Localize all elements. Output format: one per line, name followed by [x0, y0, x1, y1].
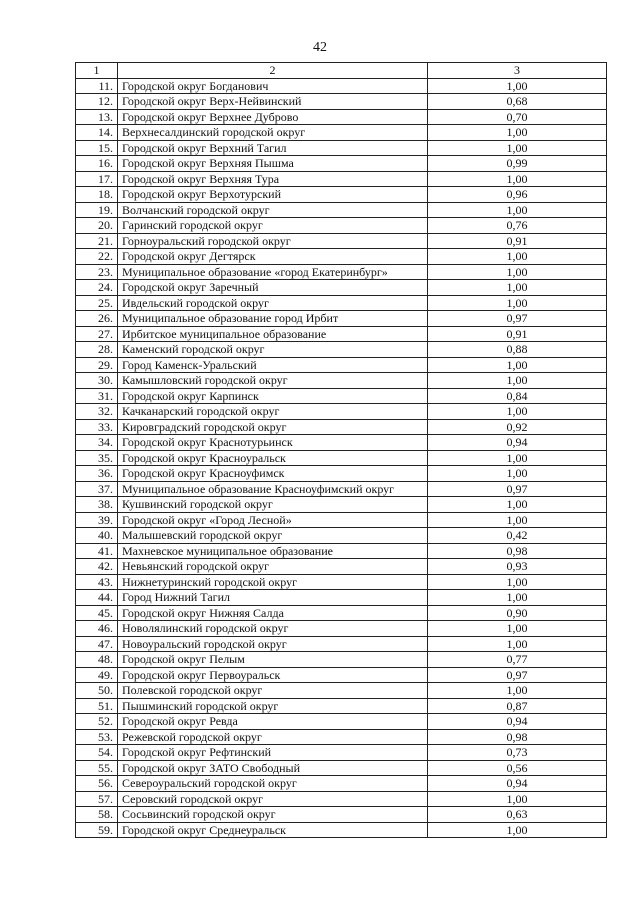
coefficient-value-cell: 0,97 — [428, 481, 607, 497]
municipality-name-cell: Городской округ Верхняя Тура — [118, 171, 428, 187]
municipality-name-cell: Серовский городской округ — [118, 791, 428, 807]
row-number-cell: 40. — [76, 528, 118, 544]
table-row — [76, 807, 607, 823]
municipality-name-cell: Городской округ Нижняя Салда — [118, 605, 428, 621]
coefficient-value-cell: 0,93 — [428, 559, 607, 575]
table-row — [76, 140, 607, 156]
table-row — [76, 590, 607, 606]
coefficient-value-cell: 1,00 — [428, 373, 607, 389]
row-number-cell: 16. — [76, 156, 118, 172]
municipality-name-cell: Ивдельский городской округ — [118, 295, 428, 311]
table-row — [76, 311, 607, 327]
table-row — [76, 559, 607, 575]
table-row — [76, 435, 607, 451]
row-number-cell: 29. — [76, 357, 118, 373]
coefficient-value-cell: 0,99 — [428, 156, 607, 172]
table-row — [76, 791, 607, 807]
municipality-name-cell: Новолялинский городской округ — [118, 621, 428, 637]
coefficient-value-cell: 1,00 — [428, 450, 607, 466]
municipality-name-cell: Муниципальное образование город Ирбит — [118, 311, 428, 327]
municipality-name-cell: Североуральский городской округ — [118, 776, 428, 792]
row-number-cell: 38. — [76, 497, 118, 513]
row-number-cell: 27. — [76, 326, 118, 342]
row-number-cell: 20. — [76, 218, 118, 234]
table-row — [76, 466, 607, 482]
table-row — [76, 760, 607, 776]
row-number-cell: 46. — [76, 621, 118, 637]
municipality-name-cell: Городской округ Заречный — [118, 280, 428, 296]
row-number-cell: 41. — [76, 543, 118, 559]
municipality-name-cell: Кировградский городской округ — [118, 419, 428, 435]
row-number-cell: 25. — [76, 295, 118, 311]
header-cell-name: 2 — [118, 63, 428, 79]
coefficient-value-cell: 0,63 — [428, 807, 607, 823]
table-row — [76, 109, 607, 125]
municipality-name-cell: Городской округ Верхний Тагил — [118, 140, 428, 156]
table-row — [76, 729, 607, 745]
row-number-cell: 26. — [76, 311, 118, 327]
coefficient-value-cell: 1,00 — [428, 590, 607, 606]
row-number-cell: 36. — [76, 466, 118, 482]
page-number: 42 — [313, 40, 327, 55]
row-number-cell: 53. — [76, 729, 118, 745]
coefficient-value-cell: 0,68 — [428, 94, 607, 110]
coefficient-value-cell: 0,84 — [428, 388, 607, 404]
table-row — [76, 295, 607, 311]
coefficient-value-cell: 1,00 — [428, 574, 607, 590]
municipality-name-cell: Городской округ Первоуральск — [118, 667, 428, 683]
municipality-name-cell: Верхнесалдинский городской округ — [118, 125, 428, 141]
coefficient-value-cell: 1,00 — [428, 466, 607, 482]
row-number-cell: 47. — [76, 636, 118, 652]
table-row — [76, 745, 607, 761]
municipality-name-cell: Городской округ Краснотурьинск — [118, 435, 428, 451]
municipality-name-cell: Пышминский городской округ — [118, 698, 428, 714]
municipality-name-cell: Кушвинский городской округ — [118, 497, 428, 513]
row-number-cell: 24. — [76, 280, 118, 296]
header-cell-number: 1 — [76, 63, 118, 79]
coefficient-value-cell: 0,94 — [428, 776, 607, 792]
municipality-name-cell: Невьянский городской округ — [118, 559, 428, 575]
municipality-name-cell: Муниципальное образование Красноуфимский округ — [118, 481, 428, 497]
coefficient-value-cell: 0,91 — [428, 233, 607, 249]
coefficient-value-cell: 1,00 — [428, 621, 607, 637]
municipality-name-cell: Городской округ Дегтярск — [118, 249, 428, 265]
coefficient-value-cell: 1,00 — [428, 295, 607, 311]
table-row — [76, 512, 607, 528]
row-number-cell: 50. — [76, 683, 118, 699]
coefficient-value-cell: 0,96 — [428, 187, 607, 203]
table-row — [76, 264, 607, 280]
row-number-cell: 57. — [76, 791, 118, 807]
municipality-name-cell: Городской округ Верх-Нейвинский — [118, 94, 428, 110]
coefficient-value-cell: 1,00 — [428, 125, 607, 141]
table-row — [76, 776, 607, 792]
municipality-name-cell: Городской округ Рефтинский — [118, 745, 428, 761]
coefficient-value-cell: 0,42 — [428, 528, 607, 544]
coefficient-value-cell: 1,00 — [428, 140, 607, 156]
coefficient-value-cell: 0,73 — [428, 745, 607, 761]
table-row — [76, 667, 607, 683]
row-number-cell: 52. — [76, 714, 118, 730]
municipality-name-cell: Городской округ Красноуральск — [118, 450, 428, 466]
data-table — [75, 62, 607, 838]
row-number-cell: 11. — [76, 78, 118, 94]
table-row — [76, 187, 607, 203]
coefficient-value-cell: 1,00 — [428, 280, 607, 296]
coefficient-value-cell: 1,00 — [428, 249, 607, 265]
municipality-name-cell: Городской округ Верхняя Пышма — [118, 156, 428, 172]
row-number-cell: 28. — [76, 342, 118, 358]
municipality-name-cell: Городской округ Верхнее Дуброво — [118, 109, 428, 125]
row-number-cell: 37. — [76, 481, 118, 497]
row-number-cell: 32. — [76, 404, 118, 420]
coefficient-value-cell: 0,70 — [428, 109, 607, 125]
coefficient-value-cell: 0,90 — [428, 605, 607, 621]
municipality-name-cell: Городской округ Пелым — [118, 652, 428, 668]
table-row — [76, 698, 607, 714]
table-row — [76, 528, 607, 544]
coefficient-value-cell: 0,97 — [428, 667, 607, 683]
table-row — [76, 233, 607, 249]
municipality-name-cell: Махневское муниципальное образование — [118, 543, 428, 559]
table-row — [76, 714, 607, 730]
row-number-cell: 59. — [76, 822, 118, 838]
row-number-cell: 17. — [76, 171, 118, 187]
municipality-name-cell: Городской округ Ревда — [118, 714, 428, 730]
municipality-name-cell: Камышловский городской округ — [118, 373, 428, 389]
municipality-name-cell: Волчанский городской округ — [118, 202, 428, 218]
municipality-name-cell: Городской округ Богданович — [118, 78, 428, 94]
row-number-cell: 33. — [76, 419, 118, 435]
municipality-name-cell: Городской округ Красноуфимск — [118, 466, 428, 482]
coefficient-value-cell: 1,00 — [428, 264, 607, 280]
coefficient-value-cell: 1,00 — [428, 497, 607, 513]
coefficient-value-cell: 1,00 — [428, 822, 607, 838]
table-row — [76, 156, 607, 172]
coefficient-value-cell: 1,00 — [428, 78, 607, 94]
coefficient-value-cell: 0,76 — [428, 218, 607, 234]
municipality-name-cell: Ирбитское муниципальное образование — [118, 326, 428, 342]
row-number-cell: 35. — [76, 450, 118, 466]
municipality-name-cell: Малышевский городской округ — [118, 528, 428, 544]
row-number-cell: 54. — [76, 745, 118, 761]
municipality-name-cell: Полевской городской округ — [118, 683, 428, 699]
table-row — [76, 419, 607, 435]
table-row — [76, 357, 607, 373]
row-number-cell: 19. — [76, 202, 118, 218]
row-number-cell: 30. — [76, 373, 118, 389]
table-row — [76, 574, 607, 590]
row-number-cell: 22. — [76, 249, 118, 265]
municipality-name-cell: Городской округ Верхотурский — [118, 187, 428, 203]
table-row — [76, 326, 607, 342]
row-number-cell: 48. — [76, 652, 118, 668]
table-row — [76, 683, 607, 699]
row-number-cell: 18. — [76, 187, 118, 203]
table-row — [76, 202, 607, 218]
municipality-name-cell: Город Нижний Тагил — [118, 590, 428, 606]
table-row — [76, 388, 607, 404]
coefficient-value-cell: 1,00 — [428, 404, 607, 420]
municipality-name-cell: Сосьвинский городской округ — [118, 807, 428, 823]
row-number-cell: 45. — [76, 605, 118, 621]
coefficient-value-cell: 0,94 — [428, 435, 607, 451]
table-row — [76, 497, 607, 513]
table-row — [76, 636, 607, 652]
table-row — [76, 652, 607, 668]
municipality-name-cell: Городской округ Карпинск — [118, 388, 428, 404]
coefficient-value-cell: 1,00 — [428, 636, 607, 652]
row-number-cell: 15. — [76, 140, 118, 156]
row-number-cell: 55. — [76, 760, 118, 776]
table-row — [76, 822, 607, 838]
table-row — [76, 373, 607, 389]
municipality-name-cell: Муниципальное образование «город Екатеринбург» — [118, 264, 428, 280]
municipality-name-cell: Новоуральский городской округ — [118, 636, 428, 652]
row-number-cell: 39. — [76, 512, 118, 528]
municipality-name-cell: Город Каменск-Уральский — [118, 357, 428, 373]
table-row — [76, 621, 607, 637]
row-number-cell: 12. — [76, 94, 118, 110]
table-row — [76, 171, 607, 187]
coefficient-value-cell: 0,97 — [428, 311, 607, 327]
coefficient-value-cell: 0,98 — [428, 543, 607, 559]
coefficient-value-cell: 0,88 — [428, 342, 607, 358]
row-number-cell: 58. — [76, 807, 118, 823]
coefficient-value-cell: 1,00 — [428, 683, 607, 699]
coefficient-value-cell: 1,00 — [428, 357, 607, 373]
coefficient-value-cell: 0,77 — [428, 652, 607, 668]
row-number-cell: 56. — [76, 776, 118, 792]
coefficient-value-cell: 1,00 — [428, 171, 607, 187]
coefficient-value-cell: 1,00 — [428, 512, 607, 528]
row-number-cell: 49. — [76, 667, 118, 683]
coefficient-value-cell: 0,98 — [428, 729, 607, 745]
municipality-name-cell: Нижнетуринский городской округ — [118, 574, 428, 590]
municipality-name-cell: Режевской городской округ — [118, 729, 428, 745]
row-number-cell: 44. — [76, 590, 118, 606]
coefficient-value-cell: 0,87 — [428, 698, 607, 714]
municipality-name-cell: Качканарский городской округ — [118, 404, 428, 420]
municipality-name-cell: Каменский городской округ — [118, 342, 428, 358]
row-number-cell: 31. — [76, 388, 118, 404]
coefficient-value-cell: 0,56 — [428, 760, 607, 776]
table-row — [76, 543, 607, 559]
table-header-row — [76, 63, 607, 79]
municipality-name-cell: Городской округ ЗАТО Свободный — [118, 760, 428, 776]
table-row — [76, 125, 607, 141]
row-number-cell: 23. — [76, 264, 118, 280]
table-row — [76, 94, 607, 110]
row-number-cell: 43. — [76, 574, 118, 590]
row-number-cell: 42. — [76, 559, 118, 575]
coefficient-value-cell: 1,00 — [428, 202, 607, 218]
table-row — [76, 342, 607, 358]
header-cell-value: 3 — [428, 63, 607, 79]
row-number-cell: 21. — [76, 233, 118, 249]
table-row — [76, 605, 607, 621]
table-row — [76, 481, 607, 497]
municipality-name-cell: Горноуральский городской округ — [118, 233, 428, 249]
table-row — [76, 404, 607, 420]
municipality-name-cell: Гаринский городской округ — [118, 218, 428, 234]
table-row — [76, 218, 607, 234]
row-number-cell: 34. — [76, 435, 118, 451]
coefficient-value-cell: 1,00 — [428, 791, 607, 807]
municipality-name-cell: Городской округ «Город Лесной» — [118, 512, 428, 528]
coefficient-value-cell: 0,92 — [428, 419, 607, 435]
row-number-cell: 13. — [76, 109, 118, 125]
table-row — [76, 450, 607, 466]
table-row — [76, 78, 607, 94]
coefficient-value-cell: 0,94 — [428, 714, 607, 730]
row-number-cell: 51. — [76, 698, 118, 714]
table-row — [76, 280, 607, 296]
municipality-name-cell: Городской округ Среднеуральск — [118, 822, 428, 838]
coefficient-value-cell: 0,91 — [428, 326, 607, 342]
row-number-cell: 14. — [76, 125, 118, 141]
table-row — [76, 249, 607, 265]
table-body — [76, 63, 607, 838]
